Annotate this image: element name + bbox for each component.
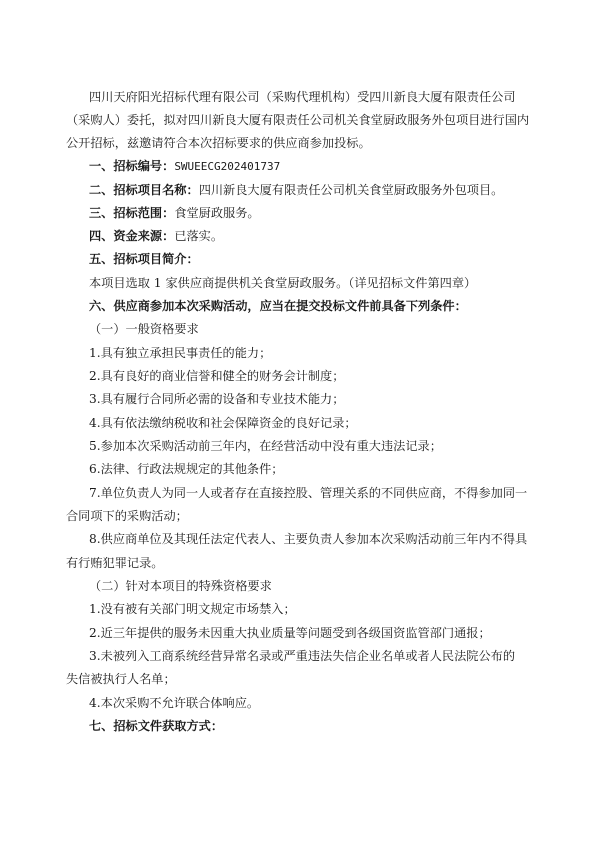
special-item-4: 4.本次采购不允许联合体响应。 bbox=[89, 696, 260, 710]
section-project-name bbox=[89, 182, 503, 198]
summary-body: 本项目选取 1 家供应商提供机关食堂厨政服务。（详见招标文件第四章） bbox=[89, 276, 477, 290]
intro-line-1: 四川天府阳光招标代理有限公司（采购代理机构）受四川新良大厦有限责任公司 bbox=[89, 90, 516, 104]
intro-line-2: （采购人）委托，拟对四川新良大厦有限责任公司机关食堂厨政服务外包项目进行国内 bbox=[66, 113, 530, 127]
intro-line-3: 公开招标，兹邀请符合本次招标要求的供应商参加投标。 bbox=[66, 136, 371, 150]
general-requirements-title: （一）一般资格要求 bbox=[89, 322, 199, 336]
general-item-4: 4.具有依法缴纳税收和社会保障资金的良好记录； bbox=[89, 416, 357, 430]
section-scope bbox=[89, 205, 260, 221]
section-document-access-heading: 七、招标文件获取方式： bbox=[89, 719, 224, 733]
project-name-label: 二、招标项目名称： bbox=[89, 183, 199, 197]
special-item-1: 1.没有被有关部门明文规定市场禁入； bbox=[89, 602, 296, 616]
general-item-8-line-1: 8.供应商单位及其现任法定代表人、主要负责人参加本次采购活动前三年内不得具 bbox=[89, 532, 528, 546]
scope-label: 三、招标范围： bbox=[89, 206, 175, 220]
project-name-value: 四川新良大厦有限责任公司机关食堂厨政服务外包项目。 bbox=[198, 183, 504, 197]
special-item-3-line-2: 失信被执行人名单； bbox=[66, 672, 176, 686]
section-summary-heading: 五、招标项目简介： bbox=[89, 252, 199, 266]
general-item-1: 1.具有独立承担民事责任的能力； bbox=[89, 346, 272, 360]
general-item-6: 6.法律、行政法规规定的其他条件； bbox=[89, 462, 284, 476]
general-item-8-line-2: 有行贿犯罪记录。 bbox=[66, 556, 164, 570]
bid-number-label: 一、招标编号： bbox=[89, 159, 175, 173]
scope-value: 食堂厨政服务。 bbox=[174, 206, 260, 220]
general-item-2: 2.具有良好的商业信誉和健全的财务会计制度； bbox=[89, 369, 345, 383]
special-item-3-line-1: 3.未被列入工商系统经营异常名录或严重违法失信企业名单或者人民法院公布的 bbox=[89, 649, 516, 663]
general-item-3: 3.具有履行合同所必需的设备和专业技术能力； bbox=[89, 392, 345, 406]
general-item-7-line-2: 合同项下的采购活动； bbox=[66, 509, 188, 523]
funding-label: 四、资金来源： bbox=[89, 229, 175, 243]
special-item-2: 2.近三年提供的服务未因重大执业质量等问题受到各级国资监管部门通报； bbox=[89, 626, 491, 640]
funding-value: 已落实。 bbox=[174, 229, 224, 243]
section-funding bbox=[89, 228, 223, 244]
general-item-5: 5.参加本次采购活动前三年内，在经营活动中没有重大违法记录； bbox=[89, 439, 442, 453]
section-conditions-heading: 六、供应商参加本次采购活动，应当在提交投标文件前具备下列条件： bbox=[89, 299, 467, 313]
special-requirements-title: （二）针对本项目的特殊资格要求 bbox=[89, 579, 272, 593]
bid-number-value: SWUEECG202401737 bbox=[174, 160, 281, 173]
section-bid-number bbox=[89, 158, 280, 175]
general-item-7-line-1: 7.单位负责人为同一人或者存在直接控股、管理关系的不同供应商，不得参加同一 bbox=[89, 486, 528, 500]
